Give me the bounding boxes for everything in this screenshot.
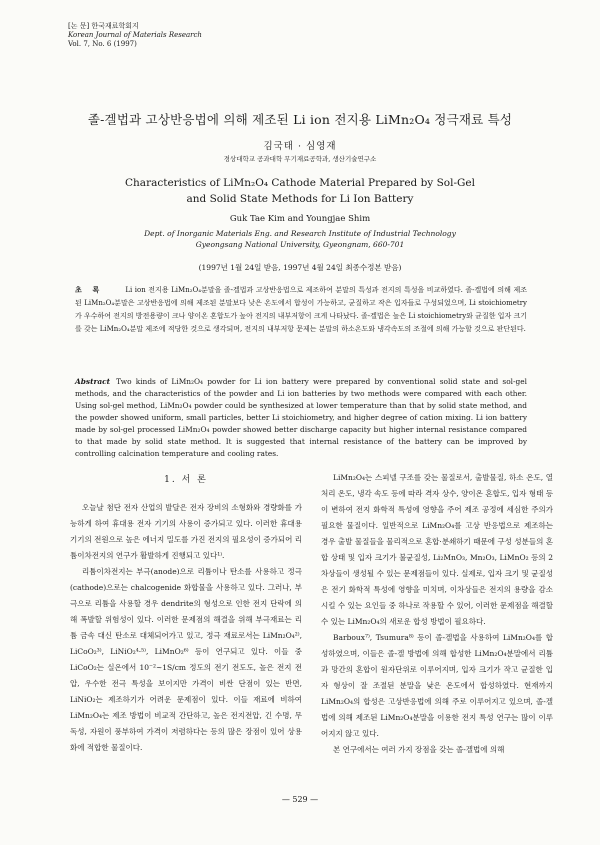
english-affiliation-line2: Gyeongsang National University, Gyeongnam, 660-701: [195, 240, 405, 249]
journal-header-line2: Korean Journal of Materials Research: [68, 31, 202, 39]
korean-abstract-label: 초 록: [75, 285, 104, 294]
left-column: [70, 470, 302, 756]
journal-header-line3: Vol. 7, No. 6 (1997): [68, 40, 137, 48]
korean-abstract-text: Li ion 전지용 LiMn₂O₄분말을 졸-겔법과 고상반응법으로 제조하여 분말의 특성과 전지의 특성을 비교하였다. 졸-겔법에 의해 제조된 LiMn₂O₄분말은 고상반응법에 의해 제조된 분말보다 낮은 온도에서 합성이 가능하고, 균질하고 작은 입자들로 구성되었으며, Li stoichiometry가 우수하여 전지의 방전용량이 크나 양이온 혼합도가 높아 전지의 내부저항이 크게 나타났다. 졸-겔법은 높은 Li stoichiometry와 균질한 입자 크기를 갖는 LiMn₂O₄분말 제조에 적당한 것으로 생각되며, 전지의 내부저항 문제는 분말의 하소온도와 냉각속도의 조절에 의해 가능할 것으로 판단된다.: [75, 286, 528, 333]
received-date: (1997년 1월 24일 받음, 1997년 4월 24일 최종수정본 받음): [198, 263, 402, 272]
english-title-line2: and Solid State Methods for Li Ion Battery: [186, 193, 414, 205]
english-abstract: [75, 376, 527, 460]
right-paragraph-1: LiMn₂O₄는 스피넬 구조를 갖는 물질로서, 출발물질, 하소 온도, 열처리 온도, 냉각 속도 등에 따라 격자 상수, 양이온 혼합도, 입자 형태 등이 변하여 전지 화학적 특성에 영향을 주어 제조 공정에 세심한 주의가 필요한 물질이다. 일반적으로 LiMn₂O₄를 고상 반응법으로 제조하는 경우 출발 물질들을 물리적으로 혼합·분쇄하기 때문에 구성 성분들의 혼합 상태 및 입자 크기가 불균질성, Li₂MnO₃, Mn₂O₃, LiMnO₂ 등의 2차상들이 생성될 수 있는 문제점들이 있다. 실제로, 입자 크기 및 균질성은 전기 화학적 특성에 영향을 미치며, 이차상들은 전지의 용량을 감소시킬 수 있는 요인들 중 하나로 작용할 수 있어, 이러한 문제점을 해결할 수 있는 LiMn₂O₄의 새로운 합성 방법이 필요하다.: [321, 473, 553, 626]
english-affiliation-line1: Dept. of Inorganic Materials Eng. and Research Institute of Industrial Technology: [144, 229, 456, 238]
right-paragraph-2: Barboux⁷⁾, Tsumura⁸⁾ 등이 졸-겔법을 사용하여 LiMn₂O₄를 합성하였으며, 이들은 졸-겔 방법에 의해 합성한 LiMn₂O₄분말에서 리튬과 망간의 혼합이 원자단위로 이루어지며, 입자 크기가 작고 균질한 입자 형상이 잘 조절된 분말을 낮은 온도에서 합성하였다. 현재까지 LiMn₂O₄의 합성은 고상반응법에 의해 주로 이루어지고 있으며, 졸-겔법에 의해 제조된 LiMn₂O₄분말을 이용한 전지 특성 연구는 많이 이루어지지 않고 있다.: [321, 633, 553, 738]
korean-title: 졸-겔법과 고상반응법에 의해 제조된 Li ion 전지용 LiMn₂O₄ 정극재료 특성: [87, 112, 513, 127]
english-affiliation: [0, 228, 600, 250]
english-authors: Guk Tae Kim and Youngjae Shim: [229, 214, 371, 224]
left-paragraph-1: 오늘날 첨단 전자 산업의 발달은 전자 장비의 소형화와 경량화를 가능하게 하여 휴대용 전자 기기의 사용이 증가되고 있다. 이러한 휴대용 기기의 전원으로 높은 에너지 밀도를 가진 전지의 필요성이 증가되어 리튬이차전지의 연구가 활발하게 진행되고 있다¹⁾.: [70, 503, 302, 560]
english-abstract-text: Two kinds of LiMn₂O₄ powder for Li ion battery were prepared by conventional solid state and sol-gel methods, and the characteristics of the powder and Li ion batteries by two methods were compared with each other. Using sol-gel method, LiMn₂O₄ powder could be synthesized at lower temperature than that by solid state method, and the powder showed uniform, small particles, better Li stoichiometry, and higher degree of cation mixing. Li ion battery made by sol-gel processed LiMn₂O₄ powder showed better discharge capacity but higher internal resistance compared to that made by solid state method. It is suggested that internal resistance of the battery can be improved by controlling calcination temperature and cooling rates.: [75, 377, 527, 458]
journal-header: [68, 22, 202, 49]
section-heading: 1. 서 론: [164, 475, 208, 485]
right-column: [321, 470, 553, 758]
korean-affiliation: 경상대학교 공과대학 무기재료공학과, 생산기술연구소: [223, 155, 377, 163]
english-title: [60, 175, 540, 207]
english-title-line1: Characteristics of LiMn₂O₄ Cathode Material Prepared by Sol-Gel: [125, 177, 475, 189]
journal-header-line1: [논 문] 한국재료학회지: [68, 22, 139, 30]
page-number: — 529 —: [281, 795, 319, 804]
english-abstract-label: Abstract: [75, 377, 111, 386]
left-paragraph-2: 리튬이차전지는 부극(anode)으로 리튬이나 탄소를 사용하고 정극(cathode)으로는 chalcogenide 화합물을 사용하고 있다. 그러나, 부극으로 리튬을 사용할 경우 dendrite의 형성으로 인한 전지 단락에 의해 폭발할 위험성이 있다. 이러한 문제점의 해결을 위해 부극재료는 리튬 금속 대신 탄소로 대체되어가고 있고, 정극 재료로서는 LiMn₂O₄²⁾, LiCoO₂³⁾, LiNiO₂⁴·⁵⁾, LiMnO₂⁶⁾ 등이 연구되고 있다. 이들 중 LiCoO₂는 실온에서 10⁻²~1S/cm 정도의 전기 전도도, 높은 전지 전압, 우수한 전극 특성을 보이지만 가격이 비싼 단점이 있는 반면, LiNiO₂는 제조하기가 어려운 문제점이 있다. 이들 재료에 비하여 LiMn₂O₄는 제조 방법이 비교적 간단하고, 높은 전지전압, 긴 수명, 무독성, 자원이 풍부하여 가격이 저렴하다는 등의 많은 장점이 있어 상용화에 적합한 물질이다.: [70, 567, 302, 752]
right-paragraph-3: 본 연구에서는 여러 가지 장점을 갖는 졸-겔법에 의해: [333, 745, 505, 754]
korean-authors: 김국태 · 심영재: [263, 141, 337, 152]
korean-abstract: [75, 283, 527, 336]
